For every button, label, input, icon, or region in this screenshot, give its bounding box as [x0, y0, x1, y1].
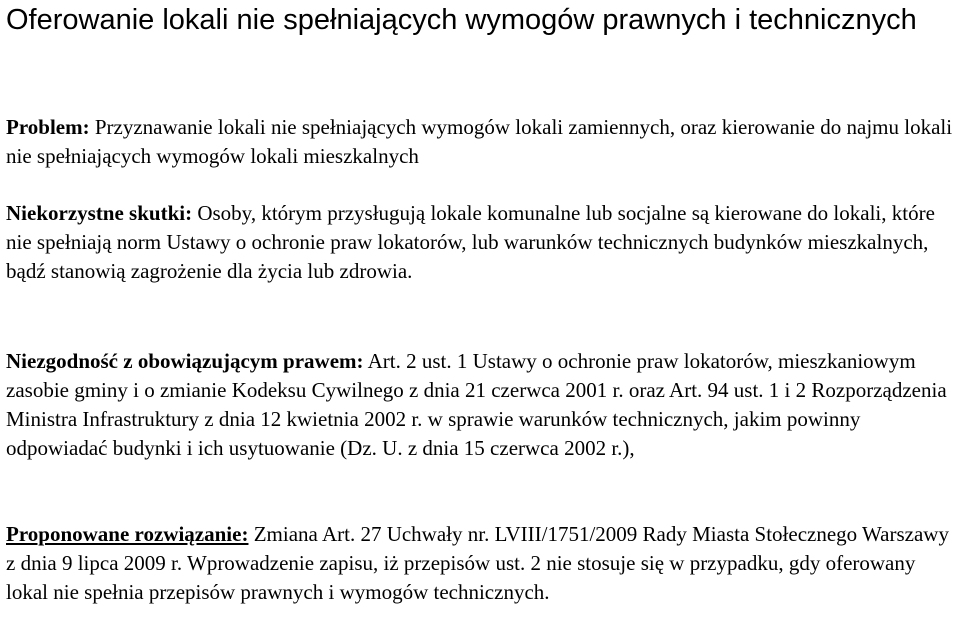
- skutki-text: Osoby, którym przysługują lokale komunalne lub socjalne są kierowane do lokali, które nie spełniają norm Ustawy o ochronie praw lokatorów, lub warunków technicznych budynków mieszkalnych, bądź stanowią zagrożenie dla życia lub zdrowia.: [6, 201, 935, 283]
- problem-label: Problem:: [6, 115, 90, 139]
- rozwiazanie-paragraph: [6, 520, 956, 607]
- skutki-label: Niekorzystne skutki:: [6, 201, 193, 225]
- rozwiazanie-label: Proponowane rozwiązanie:: [6, 522, 249, 546]
- document-title: Oferowanie lokali nie spełniających wymogów prawnych i technicznych: [6, 4, 917, 36]
- problem-paragraph: [6, 113, 956, 171]
- problem-text: Przyznawanie lokali nie spełniających wymogów lokali zamiennych, oraz kierowanie do najmu lokali nie spełniających wymogów lokali mieszkalnych: [6, 115, 953, 168]
- skutki-paragraph: [6, 199, 956, 286]
- niezgodnosc-text: Art. 2 ust. 1 Ustawy o ochronie praw lokatorów, mieszkaniowym zasobie gminy i o zmianie Kodeksu Cywilnego z dnia 21 czerwca 2001 r. oraz Art. 94 ust. 1 i 2 Rozporządzenia Ministra Infrastruktury z dnia 12 kwietnia 2002 r. w sprawie warunków technicznych, jakim powinny odpowiadać budynki i ich usytuowanie (Dz. U. z dnia 15 czerwca 2002 r.),: [6, 349, 947, 460]
- niezgodnosc-label: Niezgodność z obowiązującym prawem:: [6, 349, 364, 373]
- niezgodnosc-paragraph: [6, 347, 956, 463]
- rozwiazanie-text: Zmiana Art. 27 Uchwały nr. LVIII/1751/2009 Rady Miasta Stołecznego Warszawy z dnia 9 lipca 2009 r. Wprowadzenie zapisu, iż przepisów ust. 2 nie stosuje się w przypadku, gdy oferowany lokal nie spełnia przepisów prawnych i wymogów technicznych.: [6, 522, 949, 604]
